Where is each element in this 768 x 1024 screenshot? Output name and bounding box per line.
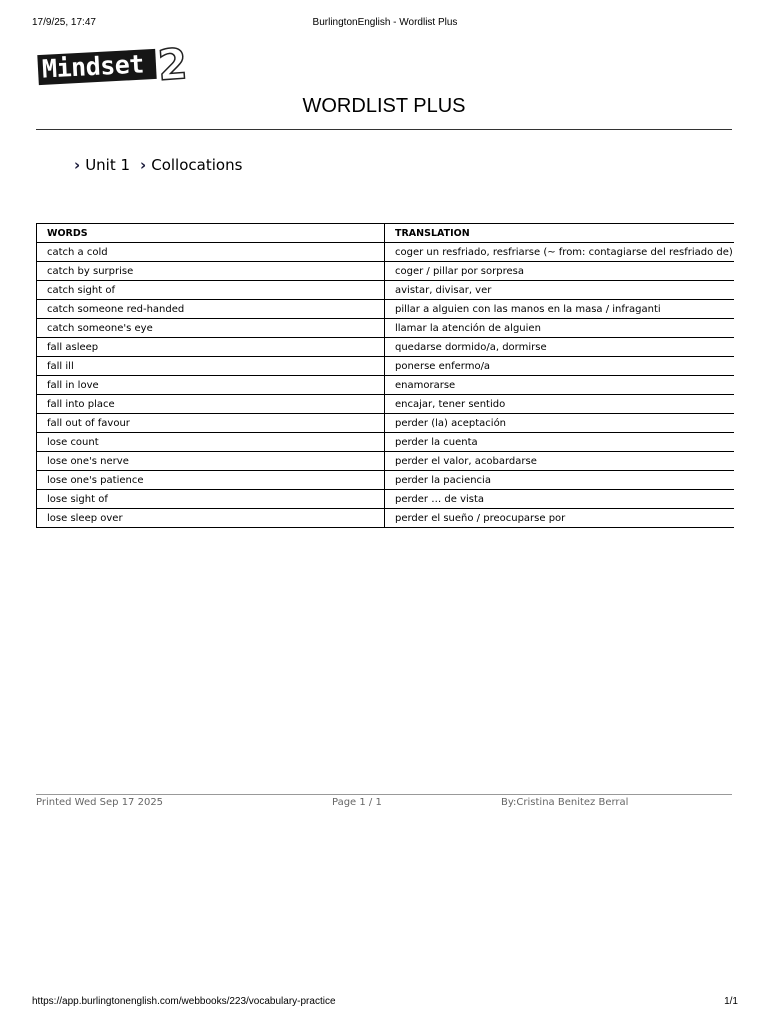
word-cell: catch someone red-handed [37,300,385,319]
translation-cell: ponerse enfermo/a [385,357,734,376]
translation-cell: encajar, tener sentido [385,395,734,414]
table-row [37,452,734,471]
translation-cell: perder (la) aceptación [385,414,734,433]
word-cell: fall out of favour [37,414,385,433]
print-datetime: 17/9/25, 17:47 [32,17,96,28]
table-row [37,509,734,528]
table-row [37,471,734,490]
word-cell: catch by surprise [37,262,385,281]
translation-cell: perder la cuenta [385,433,734,452]
word-cell: lose sight of [37,490,385,509]
translation-cell: perder el sueño / preocuparse por [385,509,734,528]
table-row [37,357,734,376]
word-cell: catch a cold [37,243,385,262]
word-cell: catch someone's eye [37,319,385,338]
breadcrumb-label: Collocations [151,156,243,174]
word-cell: lose one's patience [37,471,385,490]
table-row [37,300,734,319]
title-divider [36,129,732,130]
column-header-words: WORDS [37,224,385,243]
page-number: Page 1 / 1 [332,797,382,808]
translation-cell: perder el valor, acobardarse [385,452,734,471]
word-cell: fall ill [37,357,385,376]
translation-cell: pillar a alguien con las manos en la masa / infraganti [385,300,734,319]
printed-date: Printed Wed Sep 17 2025 [36,797,164,808]
table-row [37,338,734,357]
breadcrumb [74,156,252,174]
table-row [37,319,734,338]
translation-cell: coger un resfriado, resfriarse (~ from: contagiarse del resfriado de) [385,243,734,262]
logo-text: Mindset [41,49,145,84]
word-cell: fall asleep [37,338,385,357]
breadcrumb-item-unit[interactable] [74,156,130,174]
logo-number: 2 [156,39,189,90]
table-row [37,262,734,281]
chevron-right-icon: › [74,156,81,174]
translation-cell: enamorarse [385,376,734,395]
word-cell: catch sight of [37,281,385,300]
table-row [37,281,734,300]
table-header-row [37,224,734,243]
print-url: https://app.burlingtonenglish.com/webbooks/223/vocabulary-practice [32,996,336,1007]
breadcrumb-label: Unit 1 [85,156,131,174]
mindset-logo [38,39,189,90]
translation-cell: perder la paciencia [385,471,734,490]
author: By:Cristina Benitez Berral [501,797,629,808]
print-page-count: 1/1 [724,996,738,1007]
translation-cell: coger / pillar por sorpresa [385,262,734,281]
word-cell: lose count [37,433,385,452]
translation-cell: avistar, divisar, ver [385,281,734,300]
table-row [37,243,734,262]
table-row [37,433,734,452]
word-cell: lose one's nerve [37,452,385,471]
table-body [37,243,734,528]
translation-cell: llamar la atención de alguien [385,319,734,338]
table-row [37,490,734,509]
table-row [37,376,734,395]
wordlist-table [36,223,734,528]
translation-cell: perder … de vista [385,490,734,509]
page-title: WORDLIST PLUS [302,95,466,117]
chevron-right-icon: › [140,156,147,174]
translation-cell: quedarse dormido/a, dormirse [385,338,734,357]
table-row [37,414,734,433]
word-cell: fall into place [37,395,385,414]
word-cell: fall in love [37,376,385,395]
word-cell: lose sleep over [37,509,385,528]
breadcrumb-item-topic[interactable] [140,156,242,174]
table-row [37,395,734,414]
footer-divider [36,794,732,795]
print-document-title: BurlingtonEnglish - Wordlist Plus [312,17,458,28]
column-header-translation: TRANSLATION [385,224,734,243]
